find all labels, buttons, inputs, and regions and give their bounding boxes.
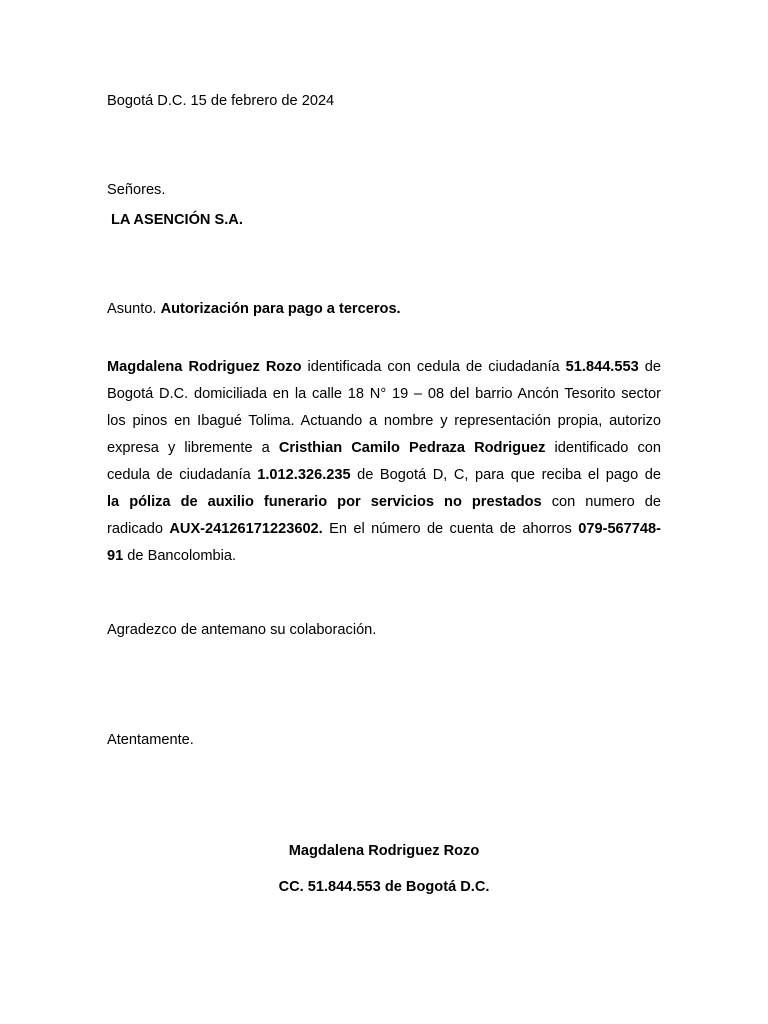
- subject-line: [107, 300, 401, 318]
- date-line: Bogotá D.C. 15 de febrero de 2024: [107, 93, 335, 109]
- signature-id: CC. 51.844.553 de Bogotá D.C.: [278, 879, 490, 895]
- beneficiary-name: Cristhian Camilo Pedraza Rodriguez: [278, 440, 546, 456]
- body-text: con numero de: [551, 494, 661, 510]
- grantor-id: 51.844.553: [565, 359, 639, 375]
- body-text: identificado con: [554, 440, 661, 456]
- body-text: En el número de cuenta de ahorros: [329, 521, 572, 537]
- account-number-part2: 91: [107, 548, 124, 564]
- body-text: los pinos en Ibagué Tolima. Actuando a nombre y representación propia, autorizo: [107, 413, 661, 429]
- body-row-1: [107, 354, 661, 381]
- body-row-2: [107, 381, 661, 408]
- radicado-number: AUX-24126171223602.: [169, 521, 323, 537]
- body-row-6: [107, 489, 661, 516]
- body-text: de: [644, 359, 661, 375]
- recipient: LA ASENCIÓN S.A.: [111, 212, 243, 228]
- thanks-line: Agradezco de antemano su colaboración.: [107, 622, 377, 638]
- signature-name: Magdalena Rodriguez Rozo: [288, 843, 480, 859]
- body-row-7: [107, 516, 661, 543]
- body-text: identificada con cedula de ciudadanía: [307, 359, 560, 375]
- body-row-8: [107, 543, 661, 570]
- body-text: expresa y libremente a: [107, 440, 270, 456]
- body-text: de Bancolombia.: [127, 548, 237, 564]
- grantor-name: Magdalena Rodriguez Rozo: [107, 359, 302, 375]
- account-number-part1: 079-567748-: [578, 521, 662, 537]
- body-row-3: [107, 408, 661, 435]
- subject-text: Autorización para pago a terceros.: [160, 301, 401, 317]
- policy-name: la póliza de auxilio funerario por servicios no prestados: [107, 494, 542, 510]
- salutation: Señores.: [107, 182, 166, 198]
- body-text: Bogotá D.C. domiciliada en la calle 18 N° 19 – 08 del barrio Ancón Tesorito sector: [107, 386, 661, 402]
- body-text: radicado: [107, 521, 163, 537]
- body-row-5: [107, 462, 661, 489]
- subject-label: Asunto.: [107, 301, 157, 317]
- body-text: cedula de ciudadanía: [107, 467, 251, 483]
- body-text: de Bogotá D, C, para que reciba el pago de: [357, 467, 661, 483]
- closing-line: Atentamente.: [107, 732, 194, 748]
- body-row-4: [107, 435, 661, 462]
- beneficiary-id: 1.012.326.235: [257, 467, 351, 483]
- body-paragraph: [107, 354, 661, 570]
